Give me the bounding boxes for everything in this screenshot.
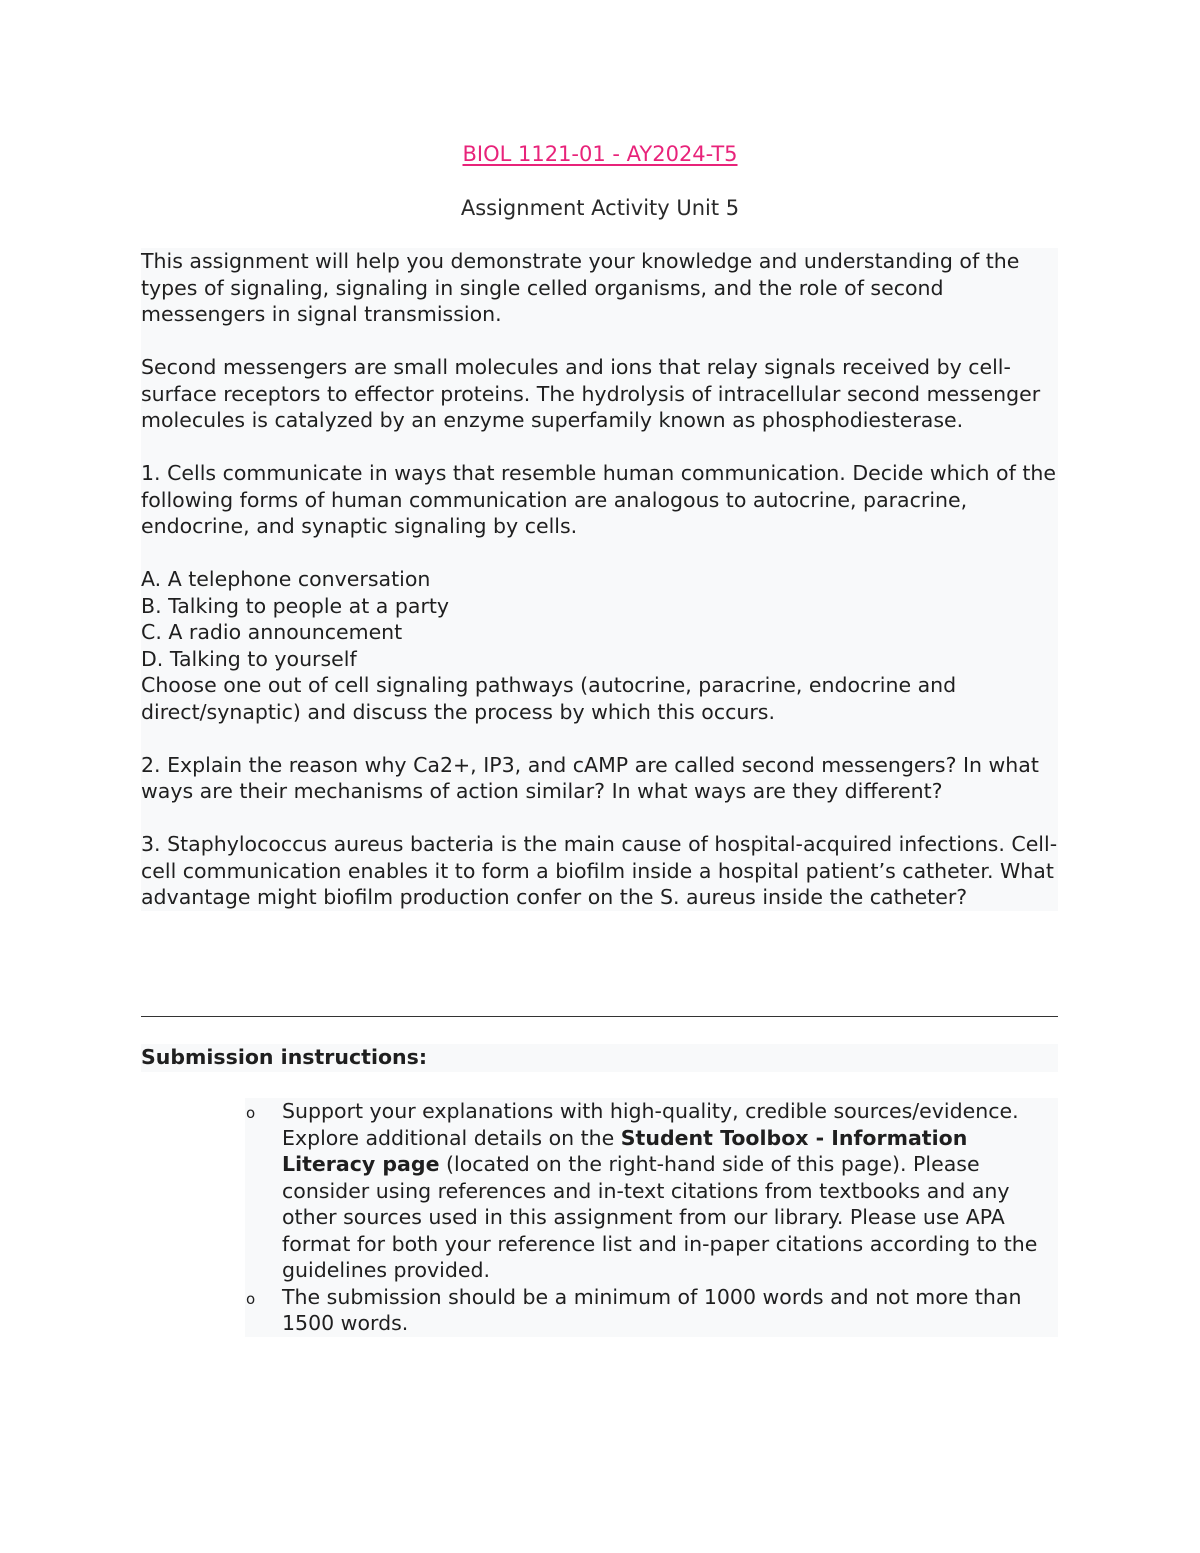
student-toolbox-reference: Student Toolbox - Information Literacy page — [282, 1125, 968, 1176]
option-d: D. Talking to yourself — [141, 646, 357, 671]
question-3: 3. Staphylococcus aureus bacteria is the main cause of hospital-acquired infections. Cell-cell communication enables it to form a biofilm inside a hospital patient’s catheter. What advantage might biofilm production confer on the S. aureus inside the catheter? — [141, 832, 1058, 909]
assignment-title: Assignment Activity Unit 5 — [460, 196, 740, 220]
list-item — [245, 1098, 1058, 1284]
circle-bullet-icon: o — [246, 1104, 256, 1122]
horizontal-divider — [141, 1016, 1058, 1017]
question-2: 2. Explain the reason why Ca2+, IP3, and cAMP are called second messengers? In what ways are their mechanisms of action similar? In what ways are they different? — [141, 752, 1039, 803]
course-link[interactable]: BIOL 1121-01 - AY2024-T5 — [462, 142, 738, 166]
option-a: A. A telephone conversation — [141, 567, 431, 591]
intro-paragraph: This assignment will help you demonstrate your knowledge and understanding of the types of signaling, signaling in single celled organisms, and the role of second messengers in signal transmission. — [141, 249, 1020, 326]
submission-instructions-list — [245, 1098, 1058, 1337]
question-1: 1. Cells communicate in ways that resemble human communication. Decide which of the following forms of human communication are analogous to autocrine, paracrine, endocrine, and synaptic signaling by cells. — [141, 461, 1056, 538]
list-item — [245, 1284, 1058, 1337]
instruction-1-text-end: (located on the right-hand side of this page). Please consider using references and in-text citations from textbooks and any other sources used in this assignment from our library. Please use APA format for both your reference list and in-paper citations according to the guidelines provided. — [282, 1152, 1038, 1282]
instruction-1-text-start: Support your explanations with high-quality, credible sources/evidence. Explore additional details on the — [282, 1099, 1019, 1150]
second-messengers-paragraph: Second messengers are small molecules and ions that relay signals received by cell-surface receptors to effector proteins. The hydrolysis of intracellular second messenger molecules is catalyzed by an enzyme superfamily known as phosphodiesterase. — [141, 355, 1041, 432]
circle-bullet-icon: o — [246, 1289, 256, 1308]
submission-heading: Submission instructions: — [141, 1045, 428, 1069]
assignment-body — [141, 248, 1058, 911]
option-b: B. Talking to people at a party — [141, 593, 450, 618]
question-1-followup: Choose one out of cell signaling pathways (autocrine, paracrine, endocrine and direct/synaptic) and discuss the process by which this occurs. — [141, 673, 957, 724]
option-c: C. A radio announcement — [141, 620, 403, 644]
instruction-2-text: The submission should be a minimum of 1000 words and not more than 1500 words. — [282, 1284, 1022, 1335]
